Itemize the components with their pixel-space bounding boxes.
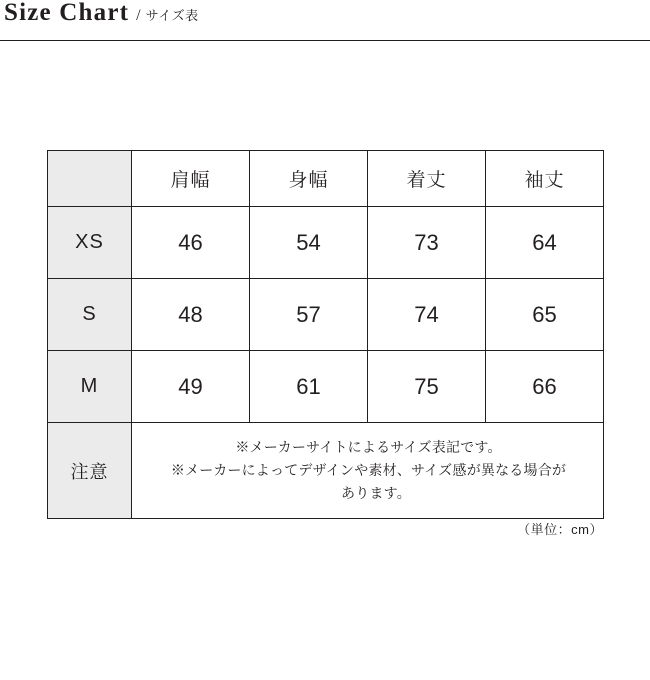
row-label-xs: XS — [48, 207, 132, 279]
cell-s-sleeve: 65 — [486, 279, 604, 351]
unit-note: （単位：cm） — [517, 522, 603, 537]
table-row — [48, 207, 604, 279]
column-header-sleeve: 袖丈 — [486, 151, 604, 207]
table-body — [48, 207, 604, 519]
cell-xs-chest: 54 — [250, 207, 368, 279]
row-label-s: S — [48, 279, 132, 351]
table-row — [48, 351, 604, 423]
note-label: 注意 — [48, 423, 132, 519]
cell-xs-sleeve: 64 — [486, 207, 604, 279]
cell-xs-shoulder: 46 — [132, 207, 250, 279]
cell-xs-length: 73 — [368, 207, 486, 279]
column-header-shoulder: 肩幅 — [132, 151, 250, 207]
note-line-1: ※メーカーサイトによるサイズ表記です。 — [235, 439, 502, 455]
cell-m-shoulder: 49 — [132, 351, 250, 423]
table-header-row — [48, 151, 604, 207]
table-note-row — [48, 423, 604, 519]
table-row — [48, 279, 604, 351]
table-header — [48, 151, 604, 207]
cell-s-chest: 57 — [250, 279, 368, 351]
title-separator: / — [136, 7, 141, 24]
cell-m-length: 75 — [368, 351, 486, 423]
column-header-length: 着丈 — [368, 151, 486, 207]
size-chart-table-wrapper — [47, 150, 603, 519]
note-body — [132, 423, 604, 519]
page-header — [0, 0, 650, 41]
cell-m-chest: 61 — [250, 351, 368, 423]
cell-s-shoulder: 48 — [132, 279, 250, 351]
column-header-chest: 身幅 — [250, 151, 368, 207]
note-line-2: ※メーカーによってデザインや素材、サイズ感が異なる場合が — [170, 462, 567, 479]
row-label-m: M — [48, 351, 132, 423]
note-line-3: あります。 — [341, 485, 411, 502]
cell-m-sleeve: 66 — [486, 351, 604, 423]
page-title: Size Chart — [4, 0, 130, 26]
table-corner-cell — [48, 151, 132, 207]
page-subtitle: サイズ表 — [145, 8, 199, 23]
cell-s-length: 74 — [368, 279, 486, 351]
size-chart-table — [47, 150, 604, 519]
